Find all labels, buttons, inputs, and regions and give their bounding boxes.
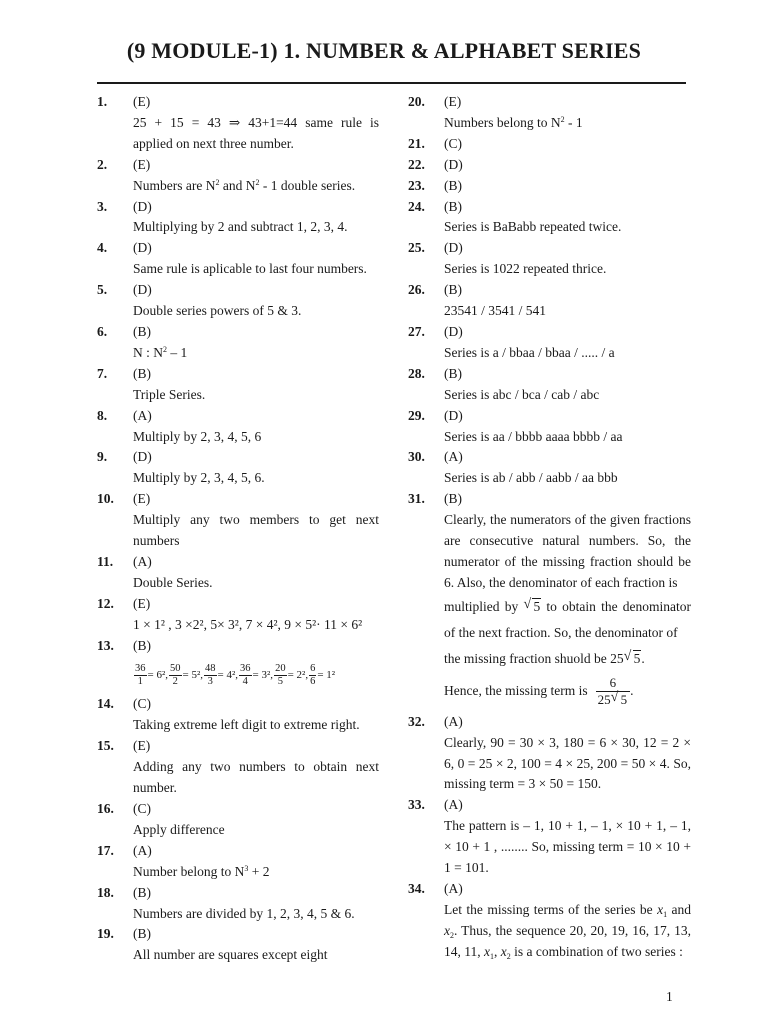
question-number: 5. xyxy=(97,282,108,298)
answer-item-1 xyxy=(97,92,379,155)
answer-item-3 xyxy=(97,197,379,239)
explanation-missing-denominator: the missing fraction shuold be 25√ 5. xyxy=(444,646,691,672)
explanation: Series is aa / bbbb aaaa bbbb / aa xyxy=(444,428,623,444)
question-number: 11. xyxy=(97,553,114,569)
answer-item-5 xyxy=(97,280,379,322)
answer-option: (B) xyxy=(133,365,151,381)
explanation: Taking extreme left digit to extreme right. xyxy=(133,717,360,733)
missing-term-result: Hence, the missing term is 6 25√ 5 . xyxy=(444,672,691,712)
answer-option: (C) xyxy=(133,696,151,712)
explanation: Multiply any two members to get next numbers xyxy=(133,512,379,549)
answer-item-13 xyxy=(97,636,379,695)
fraction: $\frac{50}{2}$ xyxy=(170,662,181,687)
answer-item-6 xyxy=(97,322,379,364)
answer-item-31 xyxy=(408,489,691,712)
question-number: 24. xyxy=(408,198,425,214)
answer-item-18 xyxy=(97,883,379,925)
sqrt-symbol: √ 5 xyxy=(523,594,541,620)
answer-option: (A) xyxy=(444,797,463,813)
page-title: (9 MODULE-1) 1. NUMBER & ALPHABET SERIES xyxy=(126,38,642,63)
answer-item-32 xyxy=(408,712,691,796)
explanation: Double series powers of 5 & 3. xyxy=(133,303,302,319)
question-number: 10. xyxy=(97,491,114,507)
answer-item-23 xyxy=(408,176,691,197)
answer-item-19 xyxy=(97,924,379,966)
answer-item-2 xyxy=(97,155,379,197)
answer-option: (C) xyxy=(444,135,462,151)
fraction: $\frac{6}{6}$ xyxy=(310,662,316,687)
page-number: 1 xyxy=(666,989,673,1004)
question-number: 16. xyxy=(97,801,114,816)
question-number: 27. xyxy=(408,323,425,339)
answer-item-20 xyxy=(408,92,691,134)
question-number: 21. xyxy=(408,135,425,151)
explanation: All number are squares except eight xyxy=(133,947,328,963)
answer-option: (D) xyxy=(133,282,152,298)
answer-option: (D) xyxy=(444,156,463,172)
fraction-equation: $\frac{36}{1}$ = 6², $\frac{50}{2}$ = 5², $\frac{48}{3}$ = 4², $\frac{36}{4}$ = 3², $\frac{20}{5}$ = 2², $\frac{6}{6}$ = 1² xyxy=(135,662,336,687)
answer-option: (D) xyxy=(444,407,463,423)
answer-option: (E) xyxy=(133,738,151,754)
question-number: 22. xyxy=(408,156,425,172)
answer-item-28 xyxy=(408,364,691,406)
question-number: 28. xyxy=(408,365,425,381)
explanation: Apply difference xyxy=(133,821,225,837)
question-number: 19. xyxy=(97,926,114,942)
question-number: 8. xyxy=(97,407,108,423)
explanation: Multiplying by 2 and subtract 1, 2, 3, 4. xyxy=(133,219,348,235)
sqrt-symbol: √ 5 xyxy=(624,646,642,672)
explanation: Number belong to $N^3 + 2$ xyxy=(133,863,270,879)
question-number: 30. xyxy=(408,449,425,465)
answer-item-24 xyxy=(408,197,691,239)
question-number: 14. xyxy=(97,696,114,712)
explanation: Numbers are divided by 1, 2, 3, 4, 5 & 6. xyxy=(133,905,355,921)
explanation: The pattern is – 1, 10 + 1, – 1, × 10 + 1, – 1, × 10 + 1 , ........ So, missing term = 10 × 10 + 1 = 101. xyxy=(444,818,691,876)
explanation: Adding any two numbers to obtain next number. xyxy=(133,759,379,796)
explanation: Same rule is aplicable to last four numbers. xyxy=(133,261,367,277)
answer-option: (D) xyxy=(444,240,463,256)
answer-option: (A) xyxy=(133,407,152,423)
answer-item-15 xyxy=(97,736,379,799)
question-number: 32. xyxy=(408,713,425,729)
question-number: 15. xyxy=(97,738,114,754)
explanation: Series is BaBabb repeated twice. xyxy=(444,219,622,235)
question-number: 12. xyxy=(97,595,114,611)
question-number: 1. xyxy=(97,94,108,109)
question-number: 26. xyxy=(408,282,425,298)
question-number: 34. xyxy=(408,881,425,896)
answer-item-7 xyxy=(97,364,379,406)
fraction: $\frac{20}{5}$ xyxy=(275,662,286,687)
answer-option: (B) xyxy=(133,884,151,900)
answer-option: (C) xyxy=(133,801,151,816)
answer-item-10 xyxy=(97,489,379,552)
answer-option: (D) xyxy=(133,198,152,214)
explanation: Clearly, 90 = 30 × 3, 180 = 6 × 30, 12 = 2 × 6, 0 = 25 × 2, 100 = 4 × 25, 200 = 50 × 4. So, missing term = 3 × 50 = 150. xyxy=(444,734,691,792)
answer-option: (B) xyxy=(444,365,462,381)
answer-option: (E) xyxy=(444,94,462,109)
answer-item-33 xyxy=(408,795,691,879)
answer-item-27 xyxy=(408,322,691,364)
answer-item-25 xyxy=(408,238,691,280)
question-number: 29. xyxy=(408,407,425,423)
question-number: 23. xyxy=(408,177,425,193)
answer-item-30 xyxy=(408,447,691,489)
answer-option: (A) xyxy=(133,553,152,569)
answer-option: (D) xyxy=(444,323,463,339)
question-number: 20. xyxy=(408,94,425,109)
answer-option: (A) xyxy=(444,881,463,896)
sqrt-symbol: √ 5 xyxy=(611,692,629,708)
answer-item-21 xyxy=(408,134,691,155)
answer-option: (A) xyxy=(444,713,463,729)
answer-option: (E) xyxy=(133,156,151,172)
explanation: Clearly, the numerators of the given fractions are consecutive natural numbers. So, the numerator of the missing fraction should be 6. Also, the denominator of each fraction is xyxy=(444,512,691,590)
explanation: Series is ab / abb / aabb / aa bbb xyxy=(444,470,618,486)
question-number: 6. xyxy=(97,323,108,339)
answer-option: (E) xyxy=(133,94,151,109)
title-rule xyxy=(97,82,686,84)
explanation: Double Series. xyxy=(133,574,213,590)
answer-item-4 xyxy=(97,238,379,280)
answer-item-34 xyxy=(408,879,691,963)
left-column xyxy=(97,92,379,966)
fraction: 6 25√ 5 xyxy=(596,675,631,708)
question-number: 18. xyxy=(97,884,114,900)
question-number: 3. xyxy=(97,198,108,214)
question-number: 9. xyxy=(97,449,108,465)
explanation: Triple Series. xyxy=(133,386,206,402)
answer-option: (B) xyxy=(444,198,462,214)
answer-item-16 xyxy=(97,799,379,841)
answer-item-8 xyxy=(97,406,379,448)
fraction: $\frac{48}{3}$ xyxy=(205,662,216,687)
explanation: Series is abc / bca / cab / abc xyxy=(444,386,600,402)
answer-option: (E) xyxy=(133,595,151,611)
answer-item-12 xyxy=(97,594,379,636)
answer-option: (B) xyxy=(444,177,462,193)
answer-option: (B) xyxy=(133,637,151,653)
explanation: Multiply by 2, 3, 4, 5, 6. xyxy=(133,470,265,486)
question-number: 17. xyxy=(97,842,114,858)
explanation: Series is 1022 repeated thrice. xyxy=(444,261,607,277)
answer-item-22 xyxy=(408,155,691,176)
answer-option: (B) xyxy=(444,282,462,298)
answer-item-26 xyxy=(408,280,691,322)
answer-item-29 xyxy=(408,406,691,448)
answer-option: (B) xyxy=(133,926,151,942)
question-number: 25. xyxy=(408,240,425,256)
answer-item-11 xyxy=(97,552,379,594)
explanation: Multiply by 2, 3, 4, 5, 6 xyxy=(133,428,262,444)
answer-option: (D) xyxy=(133,449,152,465)
answer-option: (A) xyxy=(444,449,463,465)
answer-option: (E) xyxy=(133,491,151,507)
explanation: Numbers belong to $N^2 - 1$ xyxy=(444,114,583,130)
question-number: 4. xyxy=(97,240,108,256)
answer-item-14 xyxy=(97,694,379,736)
answer-item-9 xyxy=(97,447,379,489)
question-number: 31. xyxy=(408,491,425,507)
question-number: 33. xyxy=(408,797,425,813)
fraction: $\frac{36}{4}$ xyxy=(240,662,251,687)
explanation-sqrt-line: multiplied by √ 5 to obtain the denominator of the next fraction. So, the denominator of xyxy=(444,594,691,646)
answer-option: (B) xyxy=(444,491,462,507)
explanation: Numbers are $N^2$ and $N^2 - 1$ double series. xyxy=(133,177,356,193)
explanation: 25 + 15 = 43 ⇒ 43+1=44 same rule is applied on next three number. xyxy=(133,114,379,151)
answer-option: (D) xyxy=(133,240,152,256)
explanation: 23541 / 3541 / 541 xyxy=(444,303,547,319)
explanation: N : $N^2 - 1$ xyxy=(133,344,188,360)
explanation: 1 × 1² , 3 ×2², 5× 3², 7 × 4², 9 × 5²· 11 × 6² xyxy=(133,616,363,632)
question-number: 2. xyxy=(97,156,108,172)
explanation: Let the missing terms of the series be $x_1$ and $x_2$. Thus, the sequence 20, 20, 19, 16, 17, 13, 14, 11, $x_1$, $x_2$ is a combination of two series : xyxy=(444,901,691,961)
question-number: 7. xyxy=(97,365,108,381)
explanation: Series is a / bbaa / bbaa / ..... / a xyxy=(444,344,615,360)
question-number: 13. xyxy=(97,637,114,653)
answer-option: (A) xyxy=(133,842,152,858)
answer-item-17 xyxy=(97,841,379,883)
answer-option: (B) xyxy=(133,323,151,339)
right-column xyxy=(408,92,691,963)
fraction: $\frac{36}{1}$ xyxy=(135,662,146,687)
